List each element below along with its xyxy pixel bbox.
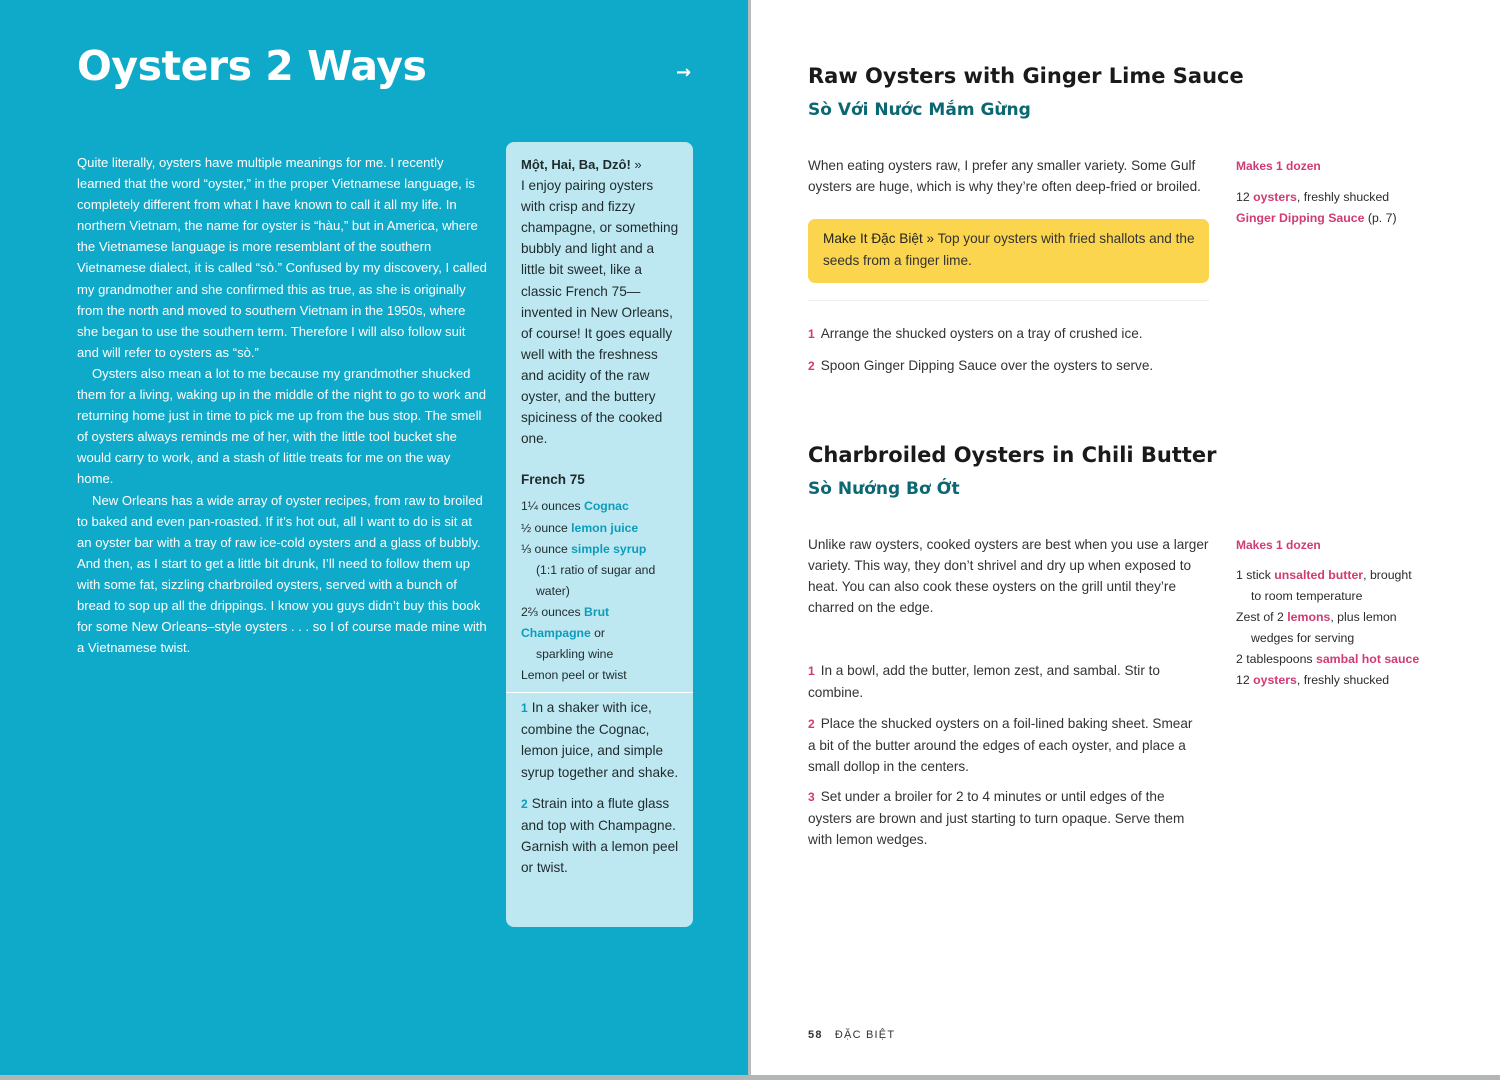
ingredient-item: 12 oysters, freshly shucked xyxy=(1236,190,1390,204)
ingredient-list xyxy=(1236,565,1436,692)
tip-text: Top your oysters with fried shallots and the seeds from a finger lime. xyxy=(823,231,1195,268)
sidebar-text: I enjoy pairing oysters with crisp and fizzy champagne, or something bubbly and light and a little bit sweet, like a classic French 75—invented in New Orleans, of course! It goes equally well with the freshness and acidity of the raw oyster, and the buttery spiciness of the cooked one. xyxy=(521,178,679,447)
yield-label: Makes 1 dozen xyxy=(1236,159,1321,173)
ingredient-item: ½ ounce lemon juice xyxy=(521,520,639,535)
intro-paragraph: Oysters also mean a lot to me because my grandmother shucked them for a living, waking up in the middle of the night to go to work and returning home just in time to pick me up from the bus stop. The smell of oysters always reminds me of her, with the little tool bucket she would carry to work, and a stash of little treats for me on the way home. xyxy=(77,365,487,487)
sidebar-heading: Một, Hai, Ba, Dzô! » xyxy=(521,157,642,172)
ingredient-item: Zest of 2 lemons, plus lemon wedges for serving xyxy=(1236,610,1397,646)
recipe-subtitle: Sò Nướng Bơ Ớt xyxy=(808,479,960,499)
drink-ingredients xyxy=(521,496,679,686)
intro-paragraph: New Orleans has a wide array of oyster recipes, from raw to broiled to baked and even pan-roasted. If it’s hot out, all I want to do is sit at an oyster bar with a tray of raw ice-cold oysters and a glass of bubbly. And then, as I start to get a little bit drunk, I’ll need to follow them up with some fat, sizzling charbroiled oysters, served with a bunch of bread to sop up all the drippings. I know you guys didn’t buy this book for some New Orleans–style oysters . . . so I of course made mine with a Vietnamese twist. xyxy=(77,492,487,656)
recipe-intro: Unlike raw oysters, cooked oysters are best when you use a larger variety. This way, they don’t shrivel and dry up when exposed to heat. You can also cook these oysters on the grill until they’re charred on the edge. xyxy=(808,537,1209,616)
intro-paragraph: Quite literally, oysters have multiple meanings for me. I recently learned that the word “oyster,” in the proper Vietnamese language, is completely different from what I have known to call it all my life. In northern Vietnam, the name for oyster is “hàu,” but in America, where the Vietnamese language is more resemblant of the southern Vietnamese dialect, it is called “sò.” Confused by my discovery, I called my grandmother and she confirmed this as true, as she is originally from the north and moved to southern Vietnam in the 1950s, where she began to use the southern term. Therefore I will also follow suit and will refer to oysters as “sò.” xyxy=(77,155,487,360)
ingredient-item: ⅓ ounce simple syrup (1:1 ratio of sugar and water) xyxy=(521,541,656,598)
bottom-edge xyxy=(0,1075,1500,1080)
ingredient-item: 2⅔ ounces Brut Champagne or sparkling wine xyxy=(521,604,614,662)
ingredient-list xyxy=(1236,187,1436,229)
yield-label: Makes 1 dozen xyxy=(1236,538,1321,552)
intro-text xyxy=(77,152,487,658)
page-number: 58 xyxy=(808,1029,823,1041)
recipe-step: 2 Spoon Ginger Dipping Sauce over the oysters to serve. xyxy=(808,358,1154,373)
ingredient-item: 1 stick unsalted butter, brought to room temperature xyxy=(1236,568,1412,604)
drink-title: French 75 xyxy=(521,472,585,488)
drink-step: 1 In a shaker with ice, combine the Cognac, lemon juice, and simple syrup together and shake. xyxy=(521,700,679,780)
chevron-icon: » xyxy=(926,231,935,246)
recipe-subtitle: Sò Với Nước Mắm Gừng xyxy=(808,100,1031,120)
drink-step: 2 Strain into a flute glass and top with Champagne. Garnish with a lemon peel or twist. xyxy=(521,795,679,875)
page-footer xyxy=(808,1029,895,1041)
cocktail-sidebar xyxy=(506,142,693,927)
ingredient-item: Lemon peel or twist xyxy=(521,668,627,683)
divider xyxy=(808,300,1209,301)
recipe-step: 2 Place the shucked oysters on a foil-lined baking sheet. Smear a bit of the butter around the edges of each oyster, and place a small dollop in the centers. xyxy=(808,716,1193,775)
ingredient-item: 2 tablespoons sambal hot sauce xyxy=(1236,652,1420,667)
sidebar-divider xyxy=(506,692,693,693)
chevron-icon: » xyxy=(634,157,642,172)
section-name: ĐẶC BIỆT xyxy=(834,1029,896,1041)
ingredient-item: 1¼ ounces Cognac xyxy=(521,499,629,514)
tip-box xyxy=(808,219,1209,283)
ingredient-item: Ginger Dipping Sauce (p. 7) xyxy=(1236,211,1397,226)
recipe-step: 1 In a bowl, add the butter, lemon zest, and sambal. Stir to combine. xyxy=(808,663,1160,701)
page-title: Oysters 2 Ways xyxy=(77,42,427,90)
tip-label: Make It Đặc Biệt xyxy=(823,231,923,246)
recipe-title: Charbroiled Oysters in Chili Butter xyxy=(808,443,1217,467)
recipe-step: 1 Arrange the shucked oysters on a tray of crushed ice. xyxy=(808,326,1143,341)
recipe-title: Raw Oysters with Ginger Lime Sauce xyxy=(808,64,1244,88)
recipe-step: 3 Set under a broiler for 2 to 4 minutes or until edges of the oysters are brown and just starting to turn opaque. Serve them with lemon wedges. xyxy=(808,789,1185,848)
ingredient-item: 12 oysters, freshly shucked xyxy=(1236,673,1390,688)
recipe-intro: When eating oysters raw, I prefer any smaller variety. Some Gulf oysters are huge, which is why they’re often deep-fried or broiled. xyxy=(808,158,1201,195)
arrow-right-icon: → xyxy=(676,62,692,83)
